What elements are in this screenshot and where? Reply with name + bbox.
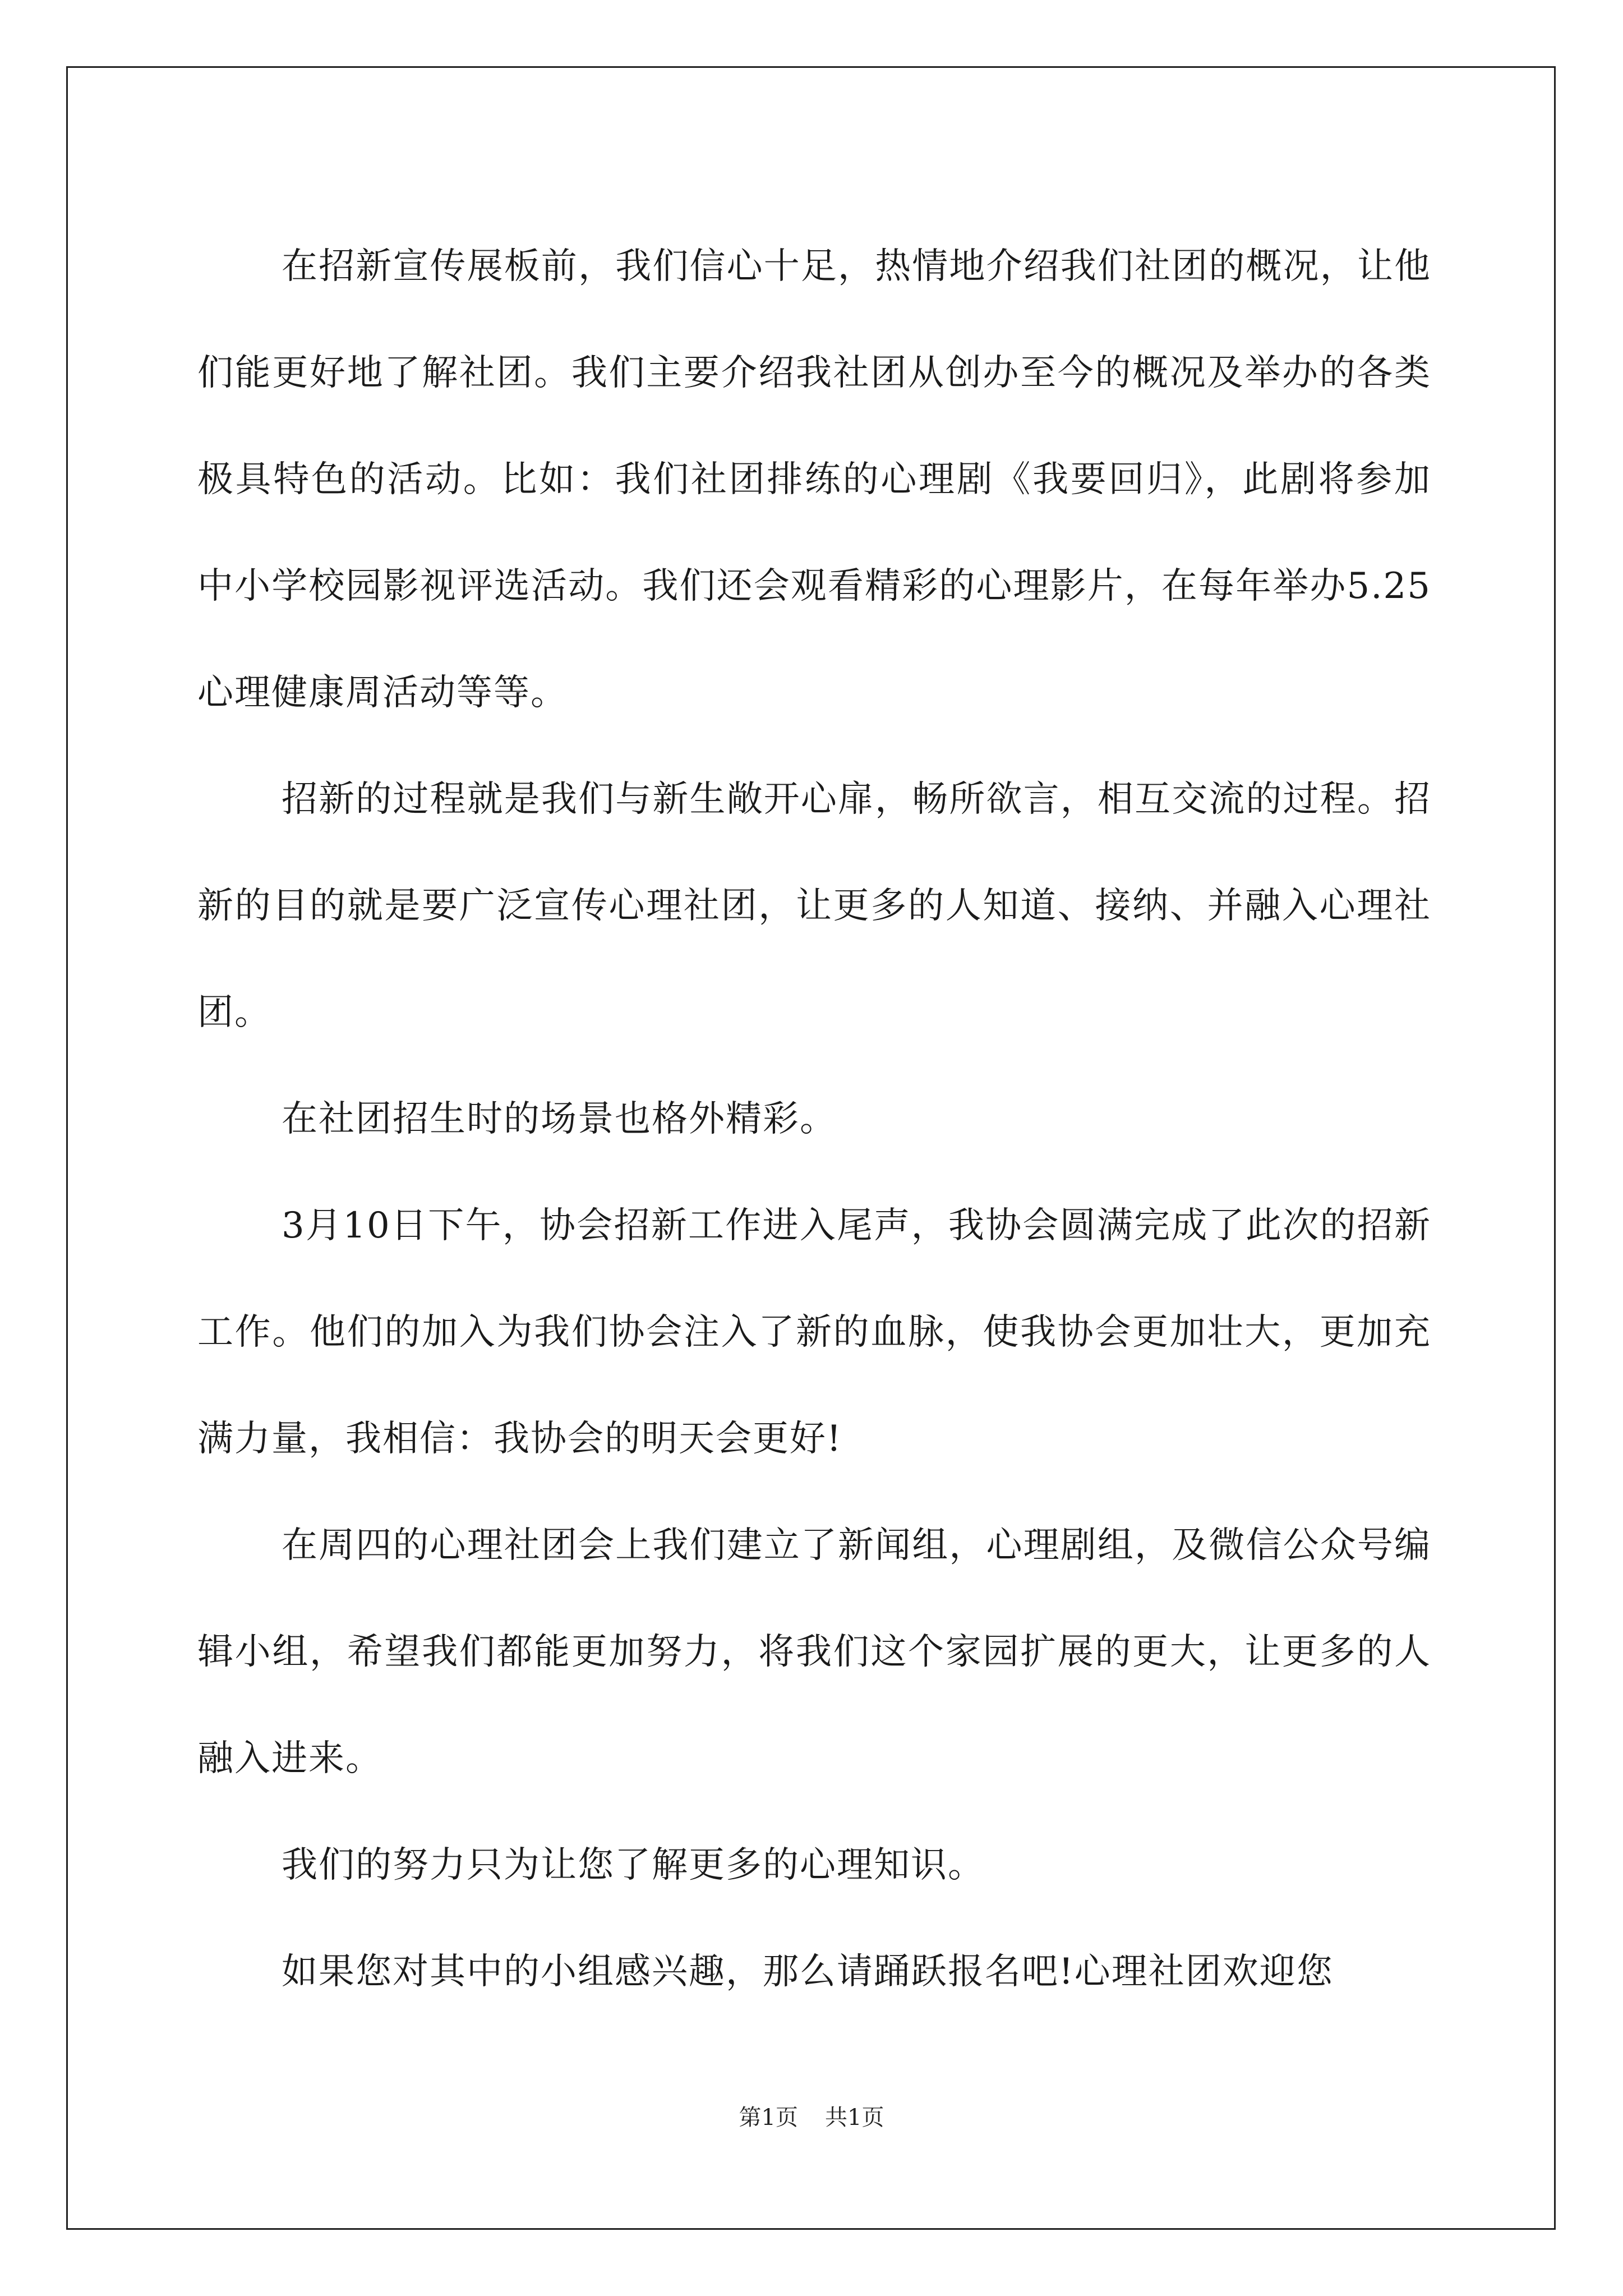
document-body [197,213,1431,2025]
paragraph: 在招新宣传展板前，我们信心十足，热情地介绍我们社团的概况，让他们能更好地了解社团。我们主要介绍我社团从创办至今的概况及举办的各类极具特色的活动。比如：我们社团排练的心理剧《我要回归》，此剧将参加中小学校园影视评选活动。我们还会观看精彩的心理影片，在每年举办5.25心理健康周活动等等。 [197,246,1431,714]
paragraph: 3月10日下午，协会招新工作进入尾声，我协会圆满完成了此次的招新工作。他们的加入为我们协会注入了新的血脉，使我协会更加壮大，更加充满力量，我相信：我协会的明天会更好! [197,1205,1431,1460]
paragraph: 在周四的心理社团会上我们建立了新闻组，心理剧组，及微信公众号编辑小组，希望我们都能更加努力，将我们这个家园扩展的更大，让更多的人融入进来。 [197,1525,1431,1779]
page-number: 第1页 [739,2105,798,2131]
paragraph: 如果您对其中的小组感兴趣，那么请踊跃报名吧!心理社团欢迎您 [282,1951,1334,1993]
paragraph: 我们的努力只为让您了解更多的心理知识。 [282,1844,985,1886]
paragraph: 在社团招生时的场景也格外精彩。 [282,1098,837,1140]
paragraph: 招新的过程就是我们与新生敞开心扉，畅所欲言，相互交流的过程。招新的目的就是要广泛宣传心理社团，让更多的人知道、接纳、并融入心理社团。 [197,779,1431,1033]
page-footer [0,2104,1623,2132]
page-total: 共1页 [825,2105,884,2131]
